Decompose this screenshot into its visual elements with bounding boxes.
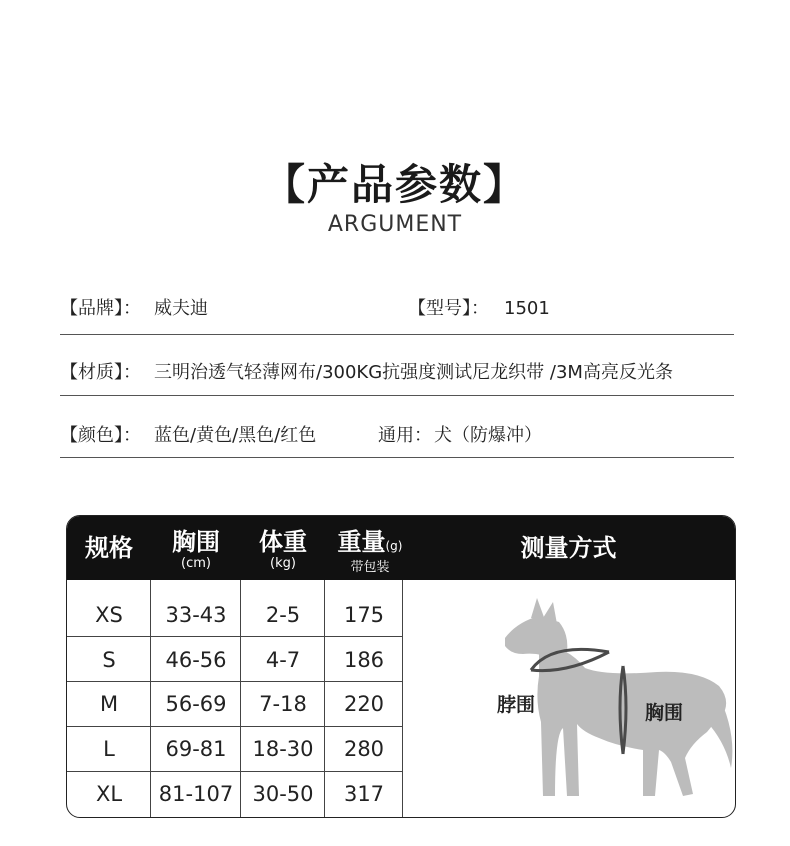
- material-value: 三明治透气轻薄网布/300KG抗强度测试尼龙织带 /3M高亮反光条: [154, 362, 673, 383]
- model-label: 【型号】：: [408, 298, 489, 319]
- dog-silhouette-icon: [407, 582, 733, 815]
- table-cell-chest: 56-69: [165, 692, 227, 716]
- chest-label: 胸围: [645, 702, 684, 724]
- table-cell-size: XS: [95, 603, 123, 627]
- table-cell-chest: 46-56: [165, 648, 227, 672]
- size-table: [66, 515, 736, 818]
- header-gross-unit: (g): [385, 539, 403, 553]
- table-cell-weight: 7-18: [259, 692, 307, 716]
- model-value: 1501: [504, 298, 550, 319]
- table-cell-size: L: [103, 737, 115, 761]
- table-cell-chest: 33-43: [165, 603, 227, 627]
- table-cell-gross: 175: [343, 603, 385, 627]
- header-size: 规格: [85, 534, 133, 562]
- info-row-color: [60, 423, 734, 458]
- neck-label: 脖围: [497, 694, 536, 716]
- header-weight-unit: (kg): [270, 556, 296, 571]
- table-cell-size: XL: [95, 782, 123, 806]
- header-chest-unit: (cm): [181, 556, 211, 571]
- table-cell-weight: 2-5: [265, 603, 301, 627]
- color-value: 蓝色/黄色/黑色/红色: [154, 425, 317, 446]
- table-cell-weight: 4-7: [265, 648, 301, 672]
- brand-value: 威夫迪: [154, 298, 208, 319]
- header-gross-note: 带包装: [350, 560, 390, 575]
- color-label: 【颜色】：: [60, 425, 141, 446]
- info-row-material: [60, 360, 734, 396]
- table-cell-gross: 186: [343, 648, 385, 672]
- table-cell-weight: 18-30: [252, 737, 314, 761]
- page-title: 【产品参数】: [262, 160, 527, 209]
- measurement-diagram: [407, 582, 733, 815]
- header-measure: 测量方式: [520, 534, 617, 562]
- brand-label: 【品牌】：: [60, 298, 141, 319]
- table-cell-size: M: [99, 692, 119, 716]
- table-cell-gross: 317: [343, 782, 385, 806]
- header-weight: 体重 (kg): [241, 516, 325, 580]
- material-label: 【材质】：: [60, 362, 141, 383]
- page-subtitle: ARGUMENT: [327, 212, 463, 237]
- table-cell-gross: 280: [343, 737, 385, 761]
- table-cell-weight: 30-50: [252, 782, 314, 806]
- usage-label: 通用：: [378, 425, 432, 446]
- table-cell-chest: 69-81: [165, 737, 227, 761]
- table-header: [67, 516, 735, 580]
- header-chest: 胸围 (cm): [151, 516, 241, 580]
- info-row-brand: [60, 296, 734, 335]
- usage-value: 犬（防爆冲）: [434, 425, 542, 446]
- table-cell-chest: 81-107: [158, 782, 234, 806]
- table-cell-size: S: [102, 648, 116, 672]
- header-gross: 重量(g) 带包装: [325, 516, 415, 580]
- table-cell-gross: 220: [343, 692, 385, 716]
